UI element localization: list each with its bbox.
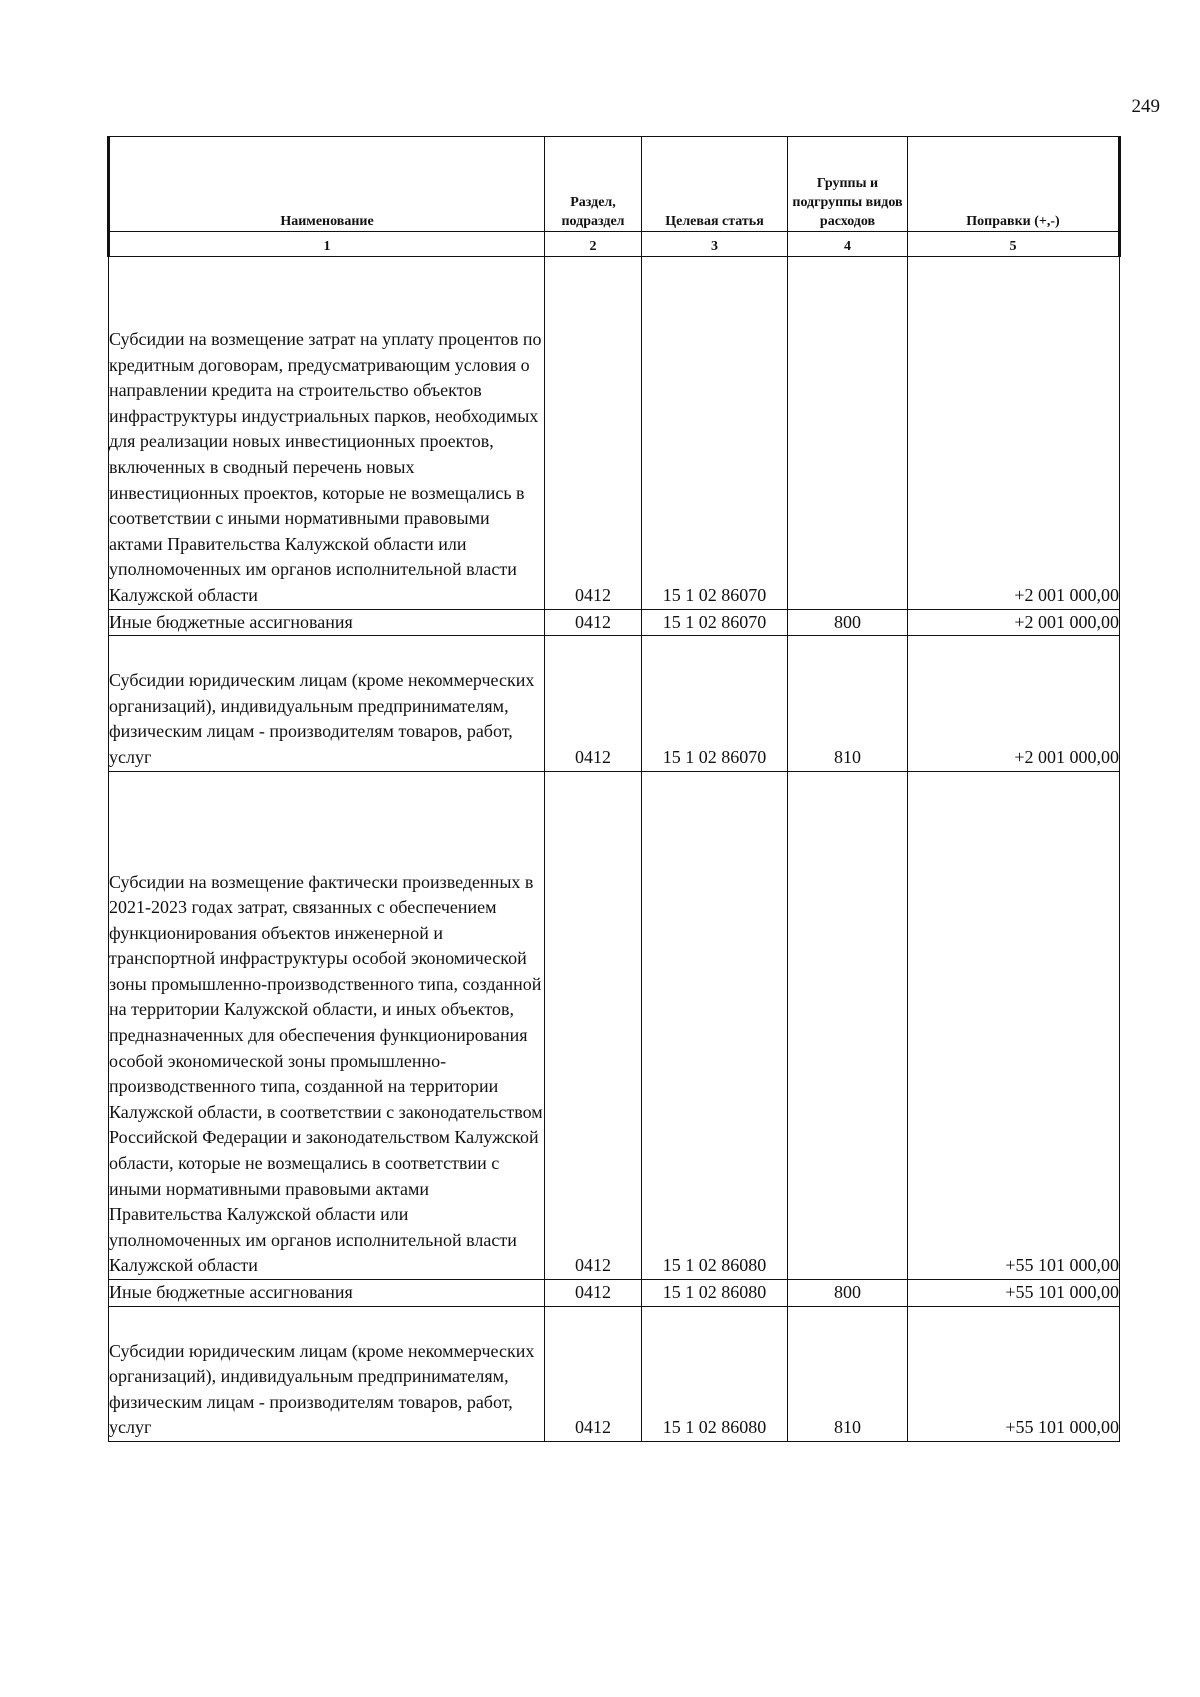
row-expense-group — [788, 771, 908, 1280]
row-name: Иные бюджетные ассигнования — [109, 1280, 545, 1307]
table-row — [109, 1280, 1120, 1307]
row-section: 0412 — [545, 636, 642, 771]
header-section: Раздел, подраздел — [545, 137, 642, 232]
row-target-article: 15 1 02 86080 — [642, 1280, 788, 1307]
column-number-row — [109, 232, 1120, 257]
column-number: 1 — [109, 232, 545, 257]
header-expense-group: Группы и подгруппы видов расходов — [788, 137, 908, 232]
table-row — [109, 609, 1120, 636]
row-expense-group — [788, 257, 908, 610]
row-section: 0412 — [545, 257, 642, 610]
row-name-cell — [109, 1306, 545, 1441]
row-name: Субсидии на возмещение фактически произведенных в 2021-2023 годах затрат, связанных с обеспечением функционирования объектов инженерной и транспортной инфраструктуры особой экономической зоны промышленно-производственного типа, созданной на территории Калужской области, и иных объектов, предназначенных для обеспечения функционирования особой экономической зоны промышленно-производственного типа, созданной на территории Калужской области, в соответствии с законодательством Российской Федерации и законодательством Калужской области, которые не возмещались в соответствии с иными нормативными правовыми актами Правительства Калужской области или уполномоченных им органов исполнительной власти Калужской области — [109, 871, 543, 1276]
table-header-row — [109, 137, 1120, 232]
row-name: Иные бюджетные ассигнования — [109, 609, 545, 636]
row-amount: +55 101 000,00 — [908, 771, 1120, 1280]
table-row — [109, 257, 1120, 610]
header-target-article: Целевая статья — [642, 137, 788, 232]
row-amount: +55 101 000,00 — [908, 1306, 1120, 1441]
row-amount: +2 001 000,00 — [908, 609, 1120, 636]
column-number: 2 — [545, 232, 642, 257]
row-expense-group: 800 — [788, 1280, 908, 1307]
row-amount: +55 101 000,00 — [908, 1280, 1120, 1307]
column-number: 4 — [788, 232, 908, 257]
row-amount: +2 001 000,00 — [908, 257, 1120, 610]
row-expense-group: 810 — [788, 636, 908, 771]
row-name: Субсидии юридическим лицам (кроме некоммерческих организаций), индивидуальным предпринимателям, физическим лицам - производителям товаров, работ, услуг — [109, 1340, 535, 1438]
row-target-article: 15 1 02 86080 — [642, 1306, 788, 1441]
row-expense-group: 800 — [788, 609, 908, 636]
row-name-cell — [109, 257, 545, 610]
row-section: 0412 — [545, 1280, 642, 1307]
row-section: 0412 — [545, 771, 642, 1280]
row-section: 0412 — [545, 1306, 642, 1441]
row-name-cell — [109, 636, 545, 771]
row-target-article: 15 1 02 86070 — [642, 257, 788, 610]
row-section: 0412 — [545, 609, 642, 636]
row-name-cell — [109, 771, 545, 1280]
table-row — [109, 771, 1120, 1280]
column-number: 3 — [642, 232, 788, 257]
budget-amendments-table — [107, 136, 1121, 1442]
table-row — [109, 636, 1120, 771]
row-target-article: 15 1 02 86080 — [642, 771, 788, 1280]
table-row — [109, 1306, 1120, 1441]
row-target-article: 15 1 02 86070 — [642, 636, 788, 771]
row-expense-group: 810 — [788, 1306, 908, 1441]
header-name: Наименование — [109, 137, 545, 232]
page-number: 249 — [1131, 96, 1160, 117]
row-name: Субсидии на возмещение затрат на уплату процентов по кредитным договорам, предусматривающим условия о направлении кредита на строительство объектов инфраструктуры индустриальных парков, необходимых для реализации новых инвестиционных проектов, включенных в сводный перечень новых инвестиционных проектов, которые не возмещались в соответствии с иными нормативными правовыми актами Правительства Калужской области или уполномоченных им органов исполнительной власти Калужской области — [109, 329, 542, 605]
row-amount: +2 001 000,00 — [908, 636, 1120, 771]
header-amendments: Поправки (+,-) — [908, 137, 1120, 232]
column-number: 5 — [908, 232, 1120, 257]
row-name: Субсидии юридическим лицам (кроме некоммерческих организаций), индивидуальным предпринимателям, физическим лицам - производителям товаров, работ, услуг — [109, 670, 535, 767]
row-target-article: 15 1 02 86070 — [642, 609, 788, 636]
